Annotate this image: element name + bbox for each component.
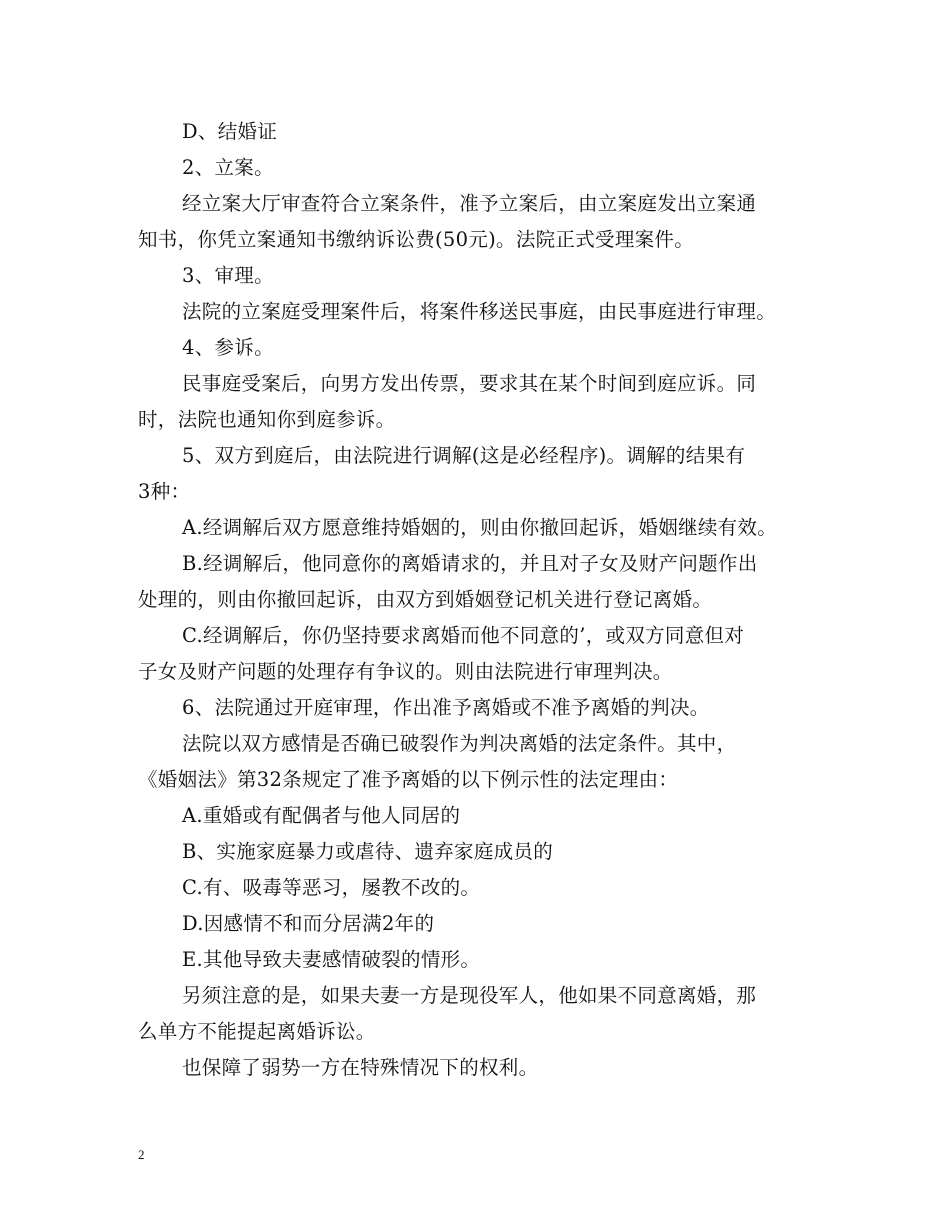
- text-line: 3、审理。: [182, 264, 274, 287]
- text-line: A.经调解后双方愿意维持婚姻的，则由你撤回起诉，婚姻继续有效。: [182, 516, 778, 539]
- text-line: D、结婚证: [182, 120, 278, 143]
- text-line: 也保障了弱势一方在特殊情况下的权利。: [182, 1056, 539, 1079]
- text-line: 法院以双方感情是否确已破裂作为判决离婚的法定条件。其中，: [182, 732, 737, 755]
- text-line: 民事庭受案后，向男方发出传票，要求其在某个时间到庭应诉。同: [182, 372, 757, 395]
- text-line: B.经调解后，他同意你的离婚请求的，并且对子女及财产问题作出: [182, 552, 758, 575]
- text-line: E.其他导致夫妻感情破裂的情形。: [182, 948, 481, 971]
- text-line: 法院的立案庭受理案件后，将案件移送民事庭，由民事庭进行审理。: [182, 300, 777, 323]
- text-line: C.有、吸毒等恶习，屡教不改的。: [182, 876, 481, 899]
- text-line: A.重婚或有配偶者与他人同居的: [182, 804, 461, 827]
- text-line: 6、法院通过开庭审理，作出准予离婚或不准予离婚的判决。: [182, 696, 710, 719]
- text-line: 3种：: [138, 480, 191, 503]
- text-line: 子女及财产问题的处理存有争议的。则由法院进行审理判决。: [138, 660, 673, 683]
- text-line: D.因感情不和而分居满2年的: [182, 912, 435, 935]
- page-number: 2: [138, 1147, 145, 1162]
- text-line: C.经调解后，你仍坚持要求离婚而他不同意的’，或双方同意但对: [182, 624, 745, 647]
- text-line: B、实施家庭暴力或虐待、遗弃家庭成员的: [182, 840, 554, 863]
- document-body: [138, 114, 828, 1086]
- text-line: 时，法院也通知你到庭参诉。: [138, 408, 396, 431]
- text-line: 处理的，则由你撤回起诉，由双方到婚姻登记机关进行登记离婚。: [138, 588, 713, 611]
- text-line: 么单方不能提起离婚诉讼。: [138, 1020, 376, 1043]
- text-line: 2、立案。: [182, 156, 274, 179]
- text-line: 5、双方到庭后，由法院进行调解(这是必经程序)。调解的结果有: [182, 444, 746, 467]
- text-line: 经立案大厅审查符合立案条件，准予立案后，由立案庭发出立案通: [182, 192, 757, 215]
- text-line: 另须注意的是，如果夫妻一方是现役军人，他如果不同意离婚，那: [182, 984, 757, 1007]
- text-line: 4、参诉。: [182, 336, 274, 359]
- text-line: 知书，你凭立案通知书缴纳诉讼费(50元)。法院正式受理案件。: [138, 228, 695, 251]
- text-line: 《婚姻法》第32条规定了准予离婚的以下例示性的法定理由：: [138, 768, 679, 791]
